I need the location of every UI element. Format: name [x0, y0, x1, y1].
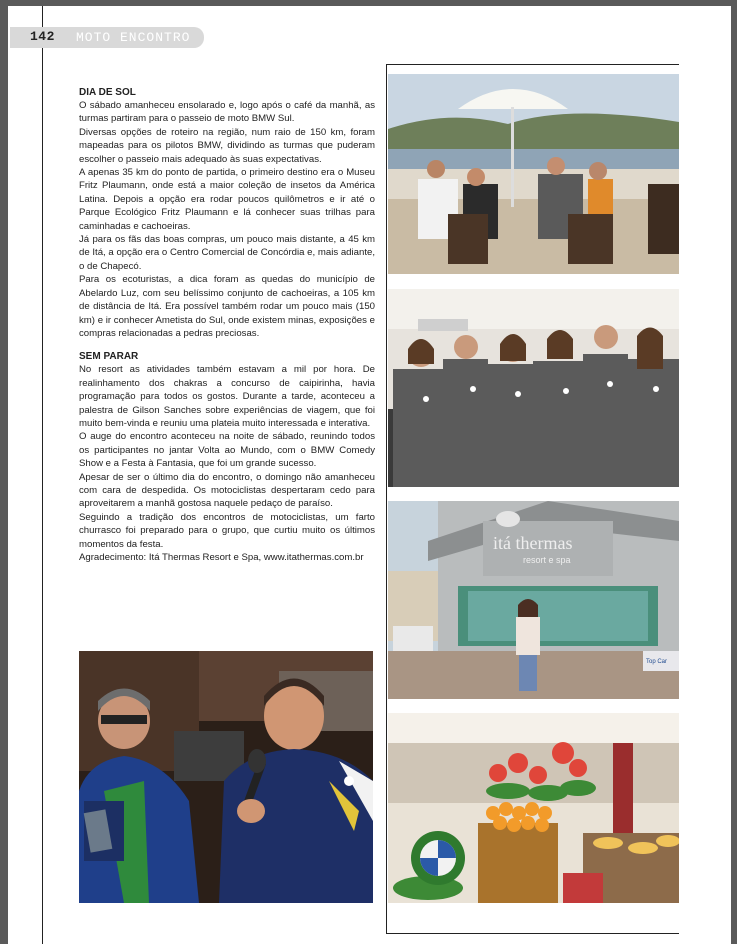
- paragraph: Diversas opções de roteiro na região, num raio de 150 km, foram mapeadas para os pilotos BMW, dividindo as turmas que puderam escolher o passeio mais adequado às suas expectativas.: [79, 126, 375, 165]
- paragraph: Apesar de ser o último dia do encontro, o domingo não amanheceu com cara de despedida. Os motociclistas despertaram cedo para aproveitarem a manhã gostosa naquele pedaço de paraíso.: [79, 471, 375, 510]
- article-text: [79, 86, 375, 564]
- photo-comedy-show: [79, 651, 373, 903]
- banner-text: Top Car: [646, 659, 668, 665]
- photo-terrace-group: [388, 74, 679, 274]
- section-title-sem-parar: SEM PARAR: [79, 351, 139, 363]
- section-tag: MOTO ENCONTRO: [76, 30, 191, 45]
- paragraph: A apenas 35 km do ponto de partida, o primeiro destino era o Museu Fritz Plaumann, onde está a maior coleção de insetos da América Latina. Depois a opção era rodar poucos quilômetros e ir até o Parque Ecológico Fritz Plaumann e lá conhecer suas trilhas para caminhadas e cachoeiras.: [79, 167, 375, 232]
- paragraph: Já para os fãs das boas compras, um pouco mais distante, a 45 km de Itá, a opção era o Centro Comercial de Concórdia e, mais adiante, o de Chapecó.: [79, 234, 375, 272]
- photo-buffet-fruit: [388, 713, 679, 903]
- page-left-rule: [42, 6, 43, 944]
- paragraph: Para os ecoturistas, a dica foram as quedas do município de Abelardo Luz, com seu belíssimo conjunto de cachoeiras, a 105 km de distância de Itá. Era possível também rodar um pouco mais (150 km) e ir conhecer Ametista do Sul, onde existem minas, exposições e compras relacionadas a pedras preciosas.: [79, 274, 375, 339]
- acknowledgement: Agradecimento: Itá Thermas Resort e Spa, www.itathermas.com.br: [79, 552, 364, 563]
- resort-sign-subtitle: resort e spa: [523, 555, 571, 565]
- paragraph: No resort as atividades também estavam a mil por hora. De realinhamento dos chakras a concurso de caipirinha, havia programação para todos os gostos. Durante a tarde, aconteceu a palestra de Gilson Sanches sobre experiências de viagem, que foi muito bem-vinda e reuniu uma plateia muito interessada e interativa.: [79, 364, 375, 429]
- photo-group-grey-shirts: [388, 289, 679, 487]
- paragraph: O auge do encontro aconteceu na noite de sábado, reunindo todos os participantes no jantar Volta ao Mundo, com o BMW Comedy Show e a Festa à Fantasia, que foi um grande sucesso.: [79, 431, 375, 470]
- paragraph: Seguindo a tradição dos encontros de motociclistas, um farto churrasco foi preparado para o grupo, que curtiu muito os últimos momentos da festa.: [79, 511, 375, 550]
- magazine-page: [8, 6, 731, 944]
- photo-resort-entrance: [388, 501, 679, 699]
- resort-sign-name: itá thermas: [493, 533, 573, 553]
- page-number: 142: [30, 29, 55, 44]
- paragraph: O sábado amanheceu ensolarado e, logo após o café da manhã, as turmas partiram para o passeio de moto BMW Sul.: [79, 100, 375, 125]
- section-title-dia-de-sol: DIA DE SOL: [79, 87, 136, 98]
